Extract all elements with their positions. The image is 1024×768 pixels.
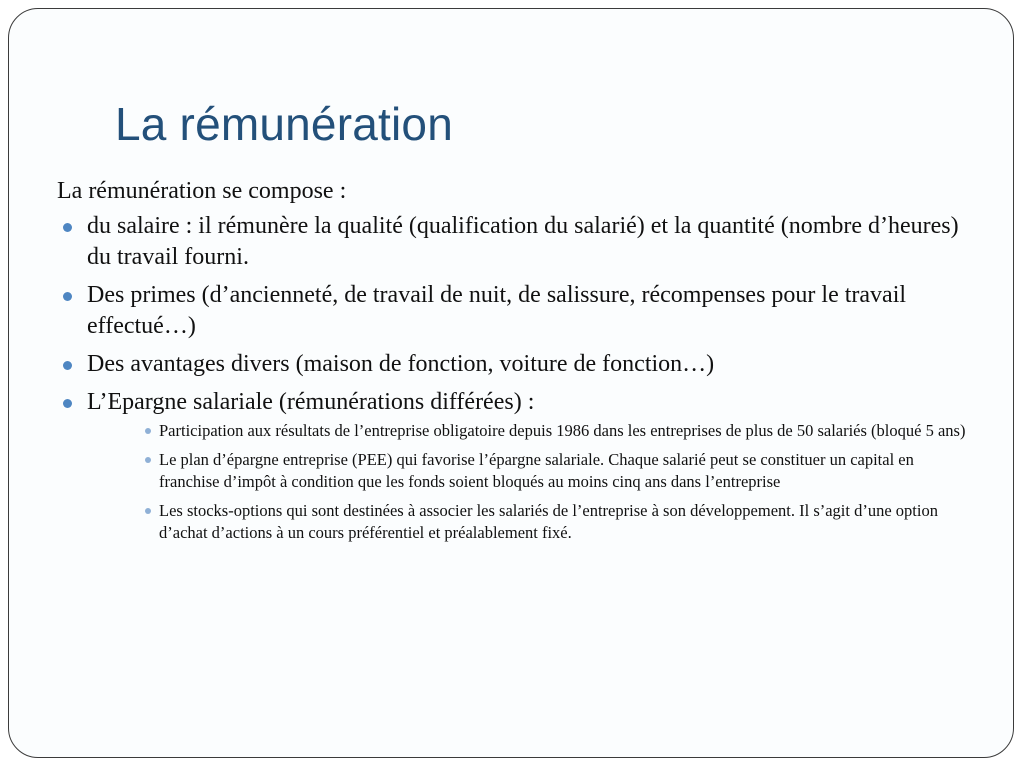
subbullet-text: Les stocks-options qui sont destinées à associer les salariés de l’entreprise à son développement. Il s’agit d’une option d’achat d’actions à un cours préférentiel et préalablement fixé. [159, 501, 938, 542]
bullet-text: du salaire : il rémunère la qualité (qualification du salarié) et la quantité (nombre d’heures) du travail fourni. [87, 213, 959, 270]
bullet-item-avantages [57, 349, 977, 380]
subbullet-icon [145, 508, 151, 514]
subbullet-text: Le plan d’épargne entreprise (PEE) qui favorise l’épargne salariale. Chaque salarié peut se constituer un capital en franchise d’impôt à condition que les fonds soient bloqués au moins cinq ans dans l’entreprise [159, 450, 914, 491]
bullet-icon [63, 223, 72, 232]
subbullet-list [87, 420, 977, 544]
bullet-text: L’Epargne salariale (rémunérations différées) : [87, 389, 535, 415]
intro-text: La rémunération se compose : [57, 178, 347, 204]
subbullet-text: Participation aux résultats de l’entreprise obligatoire depuis 1986 dans les entreprises de plus de 50 salariés (bloqué 5 ans) [159, 421, 966, 440]
slide-content [57, 175, 977, 551]
subbullet-item-pee [145, 449, 977, 493]
slide [8, 8, 1014, 758]
subbullet-icon [145, 457, 151, 463]
bullet-item-salaire [57, 211, 977, 273]
bullet-item-primes [57, 280, 977, 342]
slide-title: La rémunération [115, 98, 453, 150]
bullet-icon [63, 361, 72, 370]
bullet-item-epargne [57, 387, 977, 544]
bullet-list [57, 211, 977, 544]
bullet-text: Des primes (d’ancienneté, de travail de nuit, de salissure, récompenses pour le travail effectué…) [87, 282, 907, 339]
bullet-icon [63, 399, 72, 408]
subbullet-icon [145, 428, 151, 434]
subbullet-item-stock-options [145, 500, 977, 544]
bullet-text: Des avantages divers (maison de fonction, voiture de fonction…) [87, 351, 715, 377]
bullet-icon [63, 292, 72, 301]
subbullet-item-participation [145, 420, 977, 442]
